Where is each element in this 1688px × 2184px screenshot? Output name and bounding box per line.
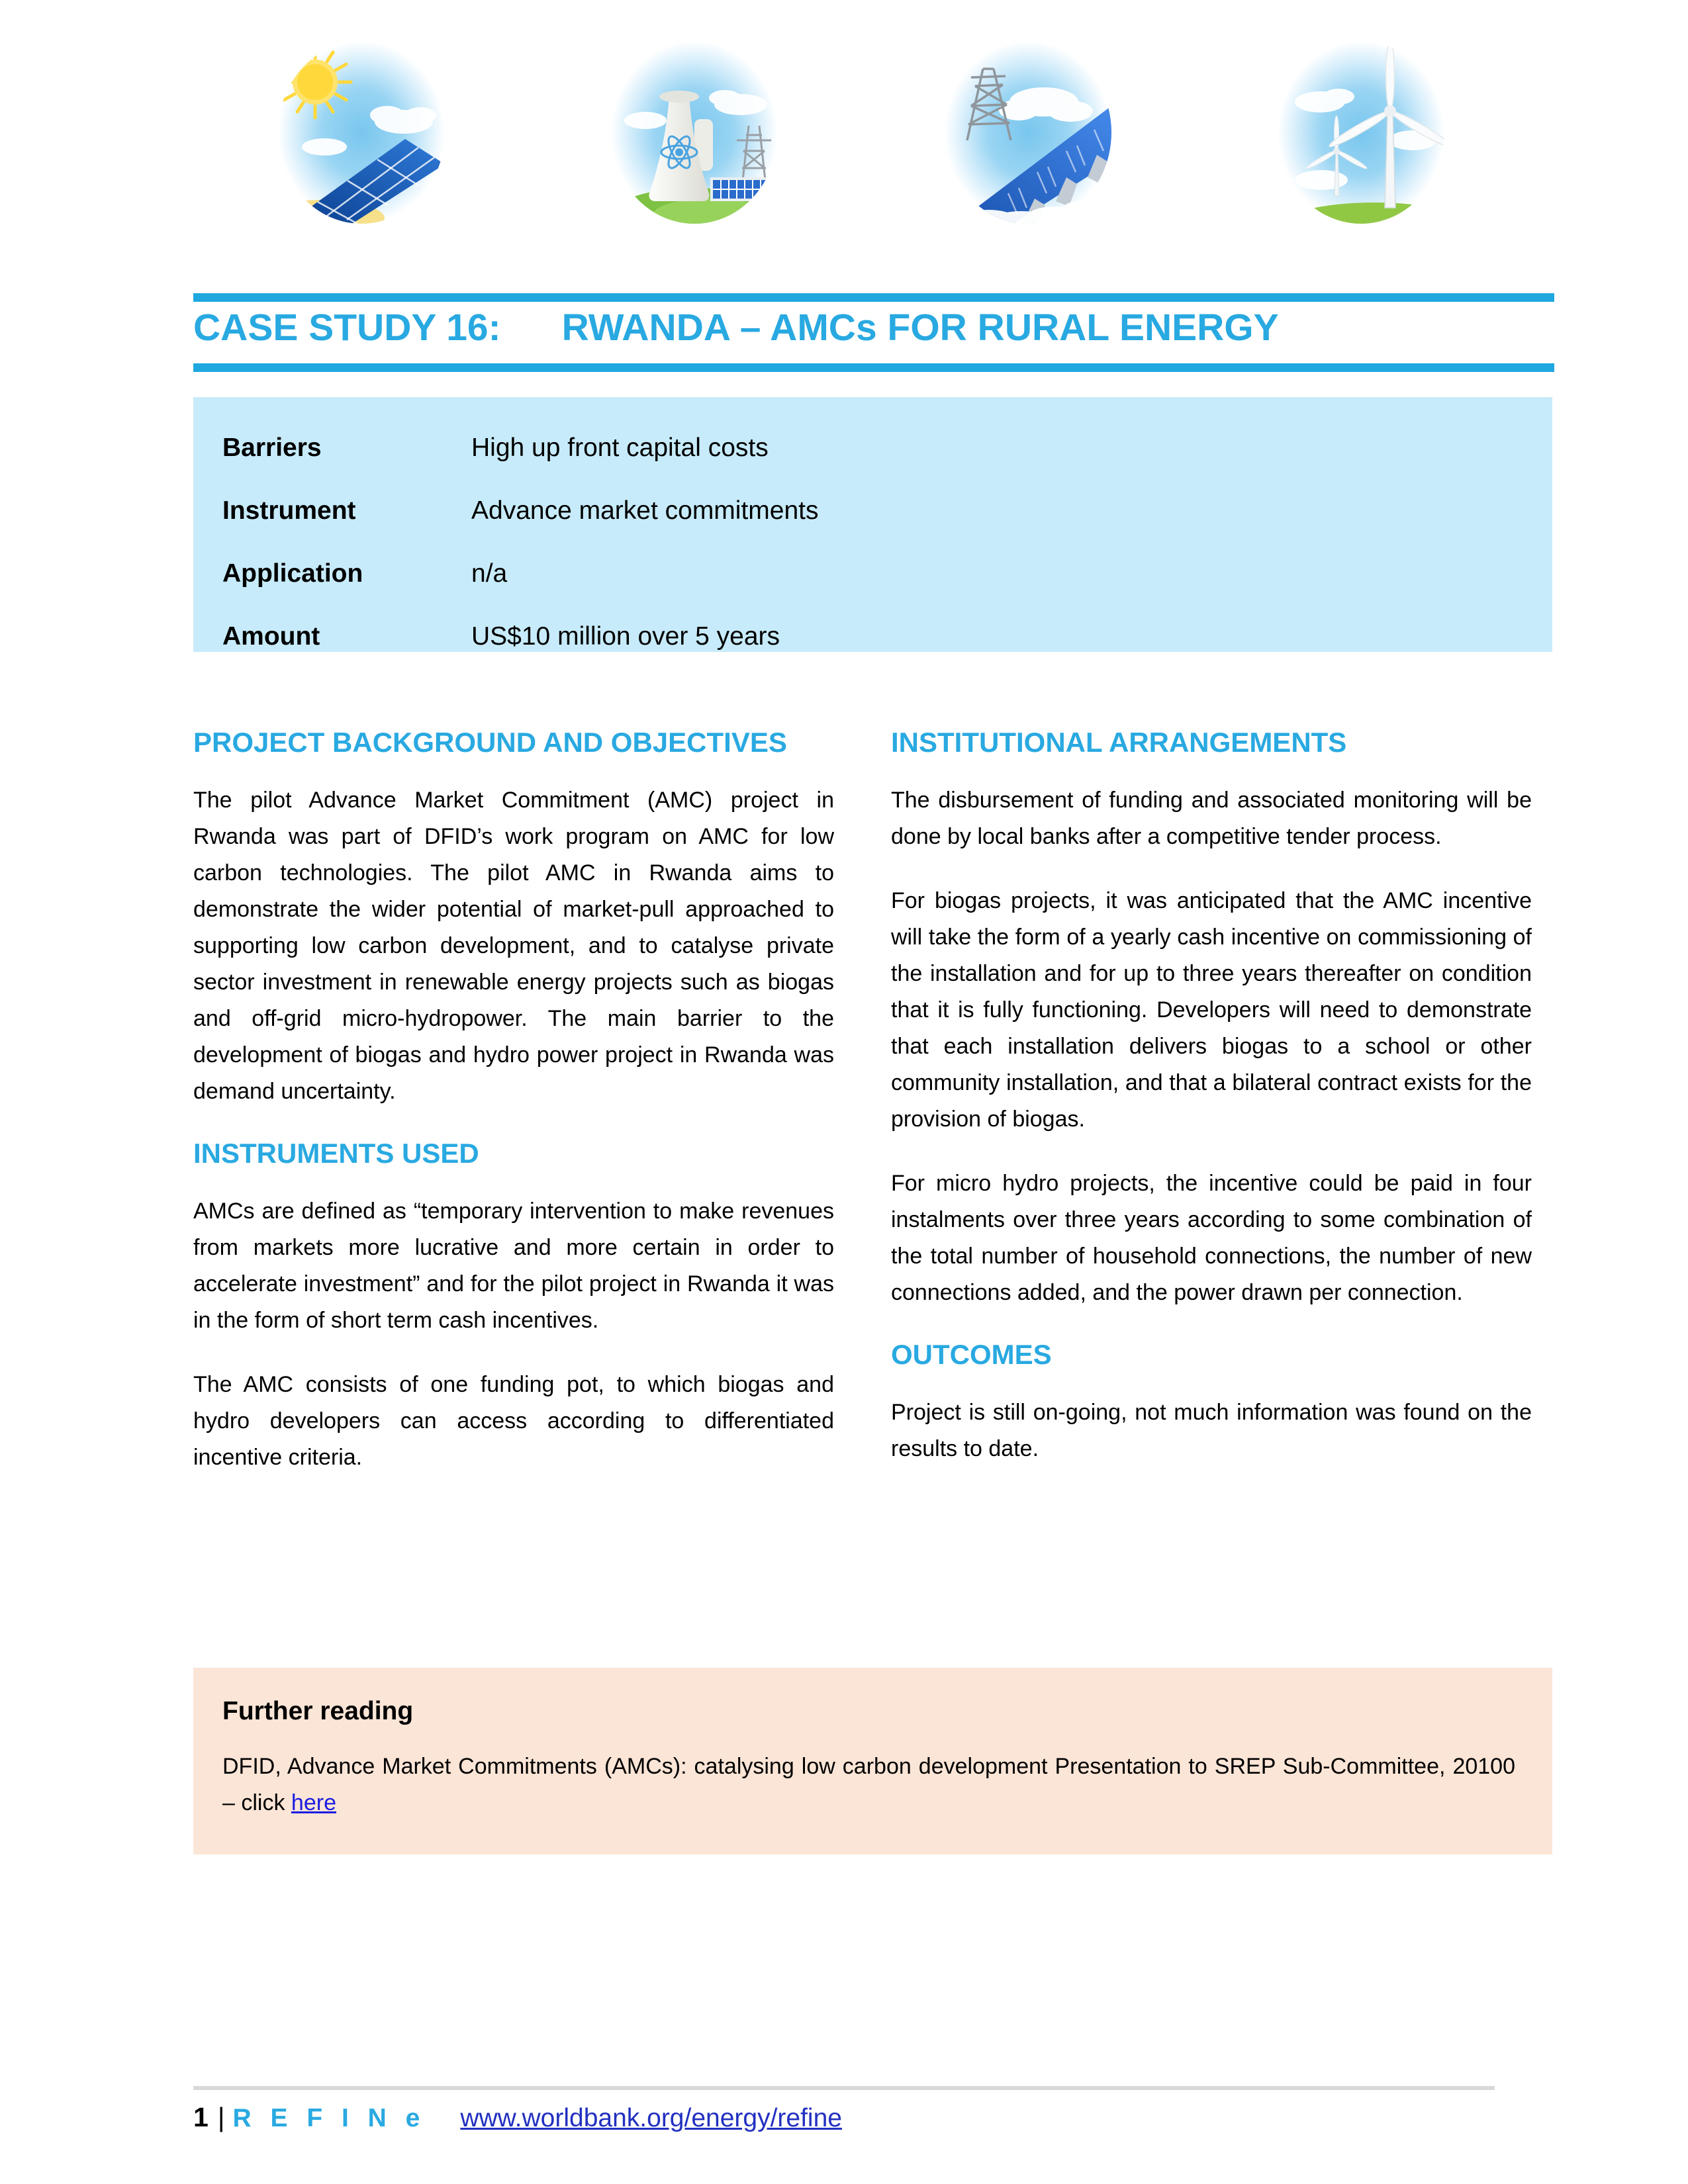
section-institutional-arrangements (891, 727, 1532, 1311)
paragraph: The disbursement of funding and associated monitoring will be done by local banks after a competitive tender process. (891, 788, 1532, 849)
paragraph: AMCs are defined as “temporary intervention to make revenues from markets more lucrative and more certain in order to accelerate investment” and for the pilot project in Rwanda it was in the form of short term cash incentives. (193, 1199, 834, 1333)
info-value-instrument: Advance market commitments (471, 496, 819, 525)
section-project-background (193, 727, 834, 1110)
worldbank-refine-link[interactable]: www.worldbank.org/energy/refine (460, 2104, 842, 2132)
nuclear-plant-icon (611, 41, 778, 224)
solar-panel-icon (278, 41, 445, 224)
refine-brand: R E F I N e (232, 2104, 426, 2132)
hydro-dam-icon (945, 41, 1111, 224)
section-heading: INSTITUTIONAL ARRANGEMENTS (891, 727, 1347, 758)
hydropower-dam-image (945, 41, 1111, 224)
case-study-number: CASE STUDY 16: (193, 306, 501, 349)
further-reading-title: Further reading (222, 1697, 414, 1725)
paragraph: The AMC consists of one funding pot, to which biogas and hydro developers can access according to differentiated incentive criteria. (193, 1372, 834, 1470)
table-row (222, 555, 1526, 592)
left-column (193, 727, 834, 1504)
paragraph: For biogas projects, it was anticipated that the AMC incentive will take the form of a yearly cash incentive on commissioning of the installation and for up to three years thereafter on condition that it is fully functioning. Developers will need to demonstrate that each installation delivers biogas to a school or other community installation, and that a bilateral contract exists for the provision of biogas. (891, 888, 1532, 1132)
energy-images-row (278, 41, 1444, 224)
info-label-barriers: Barriers (222, 433, 322, 462)
nuclear-power-plant-image (611, 41, 778, 224)
page-number: 1 (193, 2102, 209, 2132)
here-link[interactable]: here (291, 1790, 336, 1815)
footer-divider (193, 2086, 1495, 2090)
info-label-amount: Amount (222, 622, 320, 651)
table-row (222, 429, 1526, 467)
info-value-barriers: High up front capital costs (471, 433, 769, 462)
title-rule-bottom (193, 363, 1554, 372)
paragraph: The pilot Advance Market Commitment (AMC) project in Rwanda was part of DFID’s work program on AMC for low carbon technologies. The pilot AMC in Rwanda aims to demonstrate the wider potential of market-pull approached to supporting low carbon development, and to catalyse private sector investment in renewable energy projects such as biogas and off-grid micro-hydropower. The main barrier to the development of biogas and hydro power project in Rwanda was demand uncertainty. (193, 788, 834, 1104)
section-heading: INSTRUMENTS USED (193, 1138, 479, 1169)
further-reading-body: DFID, Advance Market Commitments (AMCs): catalysing low carbon development Presentation to SREP Sub-Committee, 20100 – click (222, 1754, 1515, 1815)
info-label-application: Application (222, 559, 363, 588)
paragraph: For micro hydro projects, the incentive could be paid in four instalments over three years according to some combination of the total number of household connections, the number of new connections added, and the power drawn per connection. (891, 1171, 1532, 1305)
section-outcomes (891, 1339, 1532, 1467)
right-column (891, 727, 1532, 1504)
case-study-title: RWANDA – AMCs FOR RURAL ENERGY (561, 306, 1279, 349)
section-heading: PROJECT BACKGROUND AND OBJECTIVES (193, 727, 787, 758)
page-title (193, 306, 1554, 349)
paragraph: Project is still on-going, not much information was found on the results to date. (891, 1400, 1532, 1461)
table-row (222, 617, 1526, 655)
info-value-application: n/a (471, 559, 508, 588)
further-reading-text (222, 1749, 1515, 1821)
title-rule-top (193, 293, 1554, 302)
footer-separator: | (217, 2102, 225, 2132)
table-row (222, 492, 1526, 529)
section-heading: OUTCOMES (891, 1339, 1052, 1370)
further-reading-box (193, 1668, 1552, 1854)
info-label-instrument: Instrument (222, 496, 356, 525)
wind-turbines-image (1278, 41, 1444, 224)
page-footer (193, 2102, 842, 2133)
sun-and-solar-panel-image (278, 41, 445, 224)
body-columns (193, 727, 1532, 1504)
info-value-amount: US$10 million over 5 years (471, 622, 780, 651)
wind-turbine-icon (1278, 41, 1444, 224)
summary-info-box (193, 397, 1552, 652)
section-instruments-used (193, 1138, 834, 1476)
